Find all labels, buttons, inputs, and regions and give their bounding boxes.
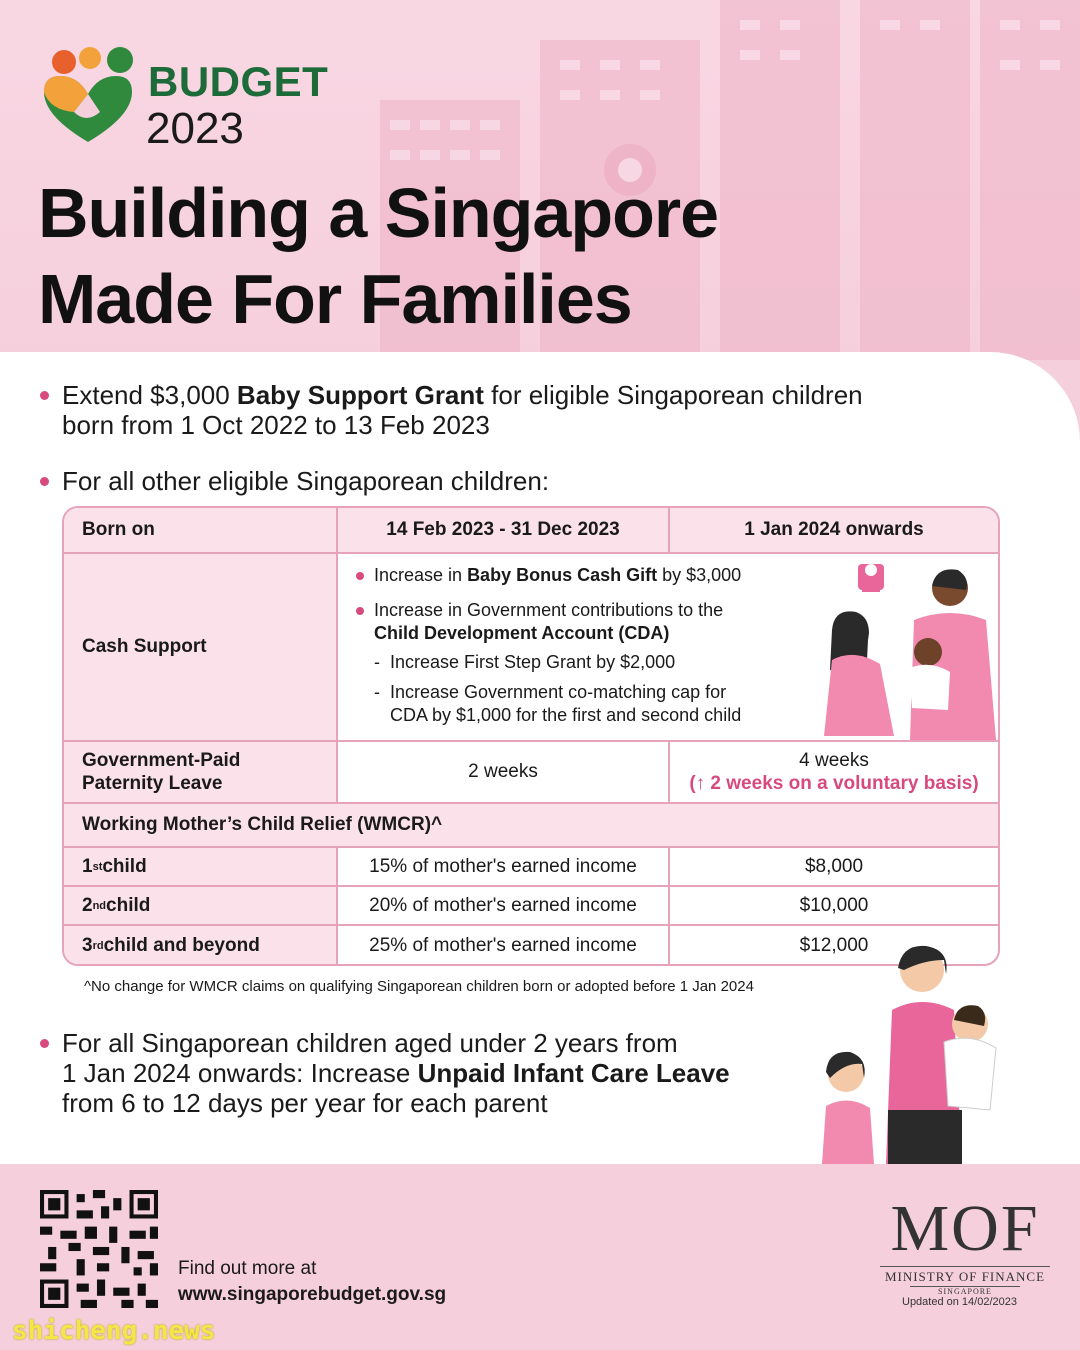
bullet-text-post: for eligible Singaporean children bbox=[483, 380, 863, 410]
child-ordinal: 1 bbox=[82, 855, 93, 877]
bullet-baby-support-grant bbox=[40, 380, 863, 440]
wmcr-child-label bbox=[64, 926, 336, 966]
bullet-infant-care-leave bbox=[40, 1028, 730, 1118]
bullet-dot bbox=[356, 607, 364, 615]
list-item-text: Increase in Government contributions to the bbox=[374, 600, 724, 620]
mother-children-illustration bbox=[812, 940, 1012, 1164]
support-table bbox=[62, 506, 1000, 966]
wmcr-header: Working Mother’s Child Relief (WMCR)^ bbox=[64, 804, 998, 846]
table-row bbox=[64, 848, 998, 887]
cash-support-list bbox=[354, 564, 794, 734]
table-header-row bbox=[64, 508, 998, 554]
table-row-paternity-leave bbox=[64, 742, 998, 804]
family-illustration bbox=[810, 560, 1000, 740]
bullet-text bbox=[62, 380, 863, 440]
bullet-text: For all other eligible Singaporean children: bbox=[62, 466, 550, 496]
cash-support-label: Cash Support bbox=[64, 554, 336, 740]
budget-word: BUDGET bbox=[148, 58, 329, 105]
child-label: child bbox=[102, 855, 147, 877]
header-born-on: Born on bbox=[64, 508, 336, 552]
list-item bbox=[354, 599, 794, 645]
bullet-dot bbox=[40, 391, 49, 400]
divider bbox=[336, 554, 338, 740]
wmcr-2024-value: $12,000 bbox=[668, 926, 998, 966]
mof-country: SINGAPORE bbox=[910, 1286, 1020, 1296]
wmcr-2023-value: 15% of mother's earned income bbox=[336, 848, 668, 885]
wmcr-2023-value: 25% of mother's earned income bbox=[336, 926, 668, 966]
bullet-text-line1: For all Singaporean children aged under 2 years from bbox=[62, 1028, 678, 1058]
paternity-label bbox=[64, 742, 336, 802]
bullet-text-line2: born from 1 Oct 2022 to 13 Feb 2023 bbox=[62, 410, 490, 440]
table-row-cash-support bbox=[64, 554, 998, 742]
paternity-2023-value: 2 weeks bbox=[336, 742, 668, 802]
find-out-more-text: Find out more at bbox=[178, 1258, 317, 1279]
child-label: child bbox=[106, 894, 151, 916]
bullet-text bbox=[62, 1028, 730, 1118]
list-item-bold: Child Development Account (CDA) bbox=[374, 623, 670, 643]
child-ordinal-suffix: rd bbox=[92, 940, 104, 952]
mof-logo bbox=[880, 1192, 1050, 1296]
wmcr-2023-value: 20% of mother's earned income bbox=[336, 887, 668, 924]
list-item-bold: Baby Bonus Cash Gift bbox=[467, 565, 658, 585]
table-row-wmcr-header bbox=[64, 804, 998, 848]
bullet-dot bbox=[40, 1039, 49, 1048]
sub-item-text: Increase First Step Grant by $2,000 bbox=[390, 652, 676, 672]
header-period-2023: 14 Feb 2023 - 31 Dec 2023 bbox=[336, 508, 668, 552]
title-line-1: Building a Singapore bbox=[38, 174, 719, 252]
sub-item-text: CDA by $1,000 for the first and second child bbox=[390, 705, 742, 725]
dash: - bbox=[374, 682, 380, 702]
list-item-text: by $3,000 bbox=[657, 565, 742, 585]
paternity-label-line2: Paternity Leave bbox=[82, 773, 223, 794]
wmcr-2024-value: $8,000 bbox=[668, 848, 998, 885]
sub-item-text: Increase Government co-matching cap for bbox=[390, 682, 727, 702]
updated-date: Updated on 14/02/2023 bbox=[902, 1296, 1017, 1308]
title-line-2: Made For Families bbox=[38, 260, 632, 338]
paternity-voluntary-note: (↑ 2 weeks on a voluntary basis) bbox=[689, 773, 979, 794]
list-item bbox=[354, 564, 794, 587]
budget-logo-icon bbox=[38, 40, 138, 150]
watermark: shicheng.news bbox=[12, 1316, 216, 1346]
bullet-text-bold: Unpaid Infant Care Leave bbox=[417, 1058, 730, 1088]
bullet-text-line2: 1 Jan 2024 onwards: Increase bbox=[62, 1058, 418, 1088]
table-row bbox=[64, 887, 998, 926]
bullet-text-pre: Extend $3,000 bbox=[62, 380, 237, 410]
child-ordinal-suffix: nd bbox=[92, 899, 107, 912]
budget-year: 2023 bbox=[146, 104, 244, 153]
child-ordinal-suffix: st bbox=[92, 860, 103, 873]
bullet-dot bbox=[356, 572, 364, 580]
bullet-dot bbox=[40, 477, 49, 486]
wmcr-child-label bbox=[64, 887, 336, 924]
sub-item bbox=[354, 681, 794, 727]
bullet-text-bold: Baby Support Grant bbox=[236, 380, 484, 410]
header-period-2024: 1 Jan 2024 onwards bbox=[668, 508, 998, 552]
wmcr-child-label bbox=[64, 848, 336, 885]
child-ordinal: 2 bbox=[82, 894, 93, 916]
qr-code-icon[interactable] bbox=[40, 1190, 158, 1308]
paternity-label-line1: Government-Paid bbox=[82, 750, 241, 771]
bullet-other-children bbox=[40, 466, 549, 496]
mof-logo-letters: MOF bbox=[890, 1192, 1040, 1265]
hero-banner bbox=[0, 0, 1080, 360]
dash: - bbox=[374, 652, 380, 672]
wmcr-footnote: ^No change for WMCR claims on qualifying Singaporean children born or adopted before 1 Jan 2024 bbox=[84, 978, 754, 995]
paternity-2024-value bbox=[668, 742, 998, 802]
sub-item bbox=[354, 651, 794, 674]
budget-website-link[interactable]: www.singaporebudget.gov.sg bbox=[178, 1284, 447, 1305]
list-item-text: Increase in bbox=[374, 565, 468, 585]
child-ordinal: 3 bbox=[82, 935, 93, 956]
child-label: child and beyond bbox=[103, 935, 260, 956]
wmcr-2024-value: $10,000 bbox=[668, 887, 998, 924]
bullet-text-line3: from 6 to 12 days per year for each parent bbox=[62, 1088, 548, 1118]
paternity-2024-weeks: 4 weeks bbox=[799, 750, 869, 771]
mof-name: MINISTRY OF FINANCE bbox=[880, 1266, 1050, 1285]
page-title bbox=[38, 170, 718, 342]
